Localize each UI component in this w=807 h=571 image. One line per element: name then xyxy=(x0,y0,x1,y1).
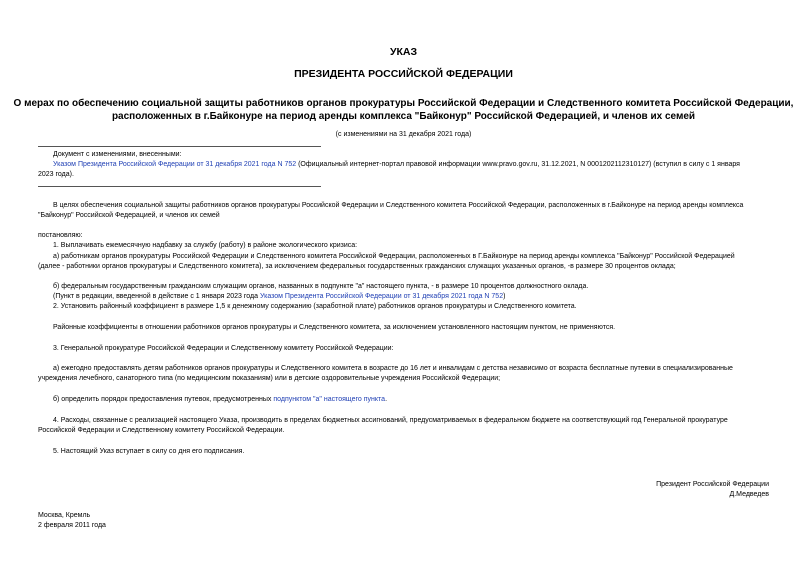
intro-line2: "Байконур" Российской Федерацией, и членов их семей xyxy=(38,212,220,219)
note-prefix: (Пункт в редакции, введенной в действие с 1 января 2023 года xyxy=(53,293,260,300)
amendments-label: Документ с изменениями, внесенными: xyxy=(53,151,182,158)
amendments-text-cont: 2023 года). xyxy=(38,171,74,178)
paragraph-1b: б) федеральным государственным гражданским служащим органов, названных в подпункте "а" настоящего пункта, - в размере 10 процентов должностного оклада. xyxy=(53,283,589,290)
note-link[interactable]: Указом Президента Российской Федерации от 31 декабря 2021 года N 752 xyxy=(259,293,504,300)
signing-place: Москва, Кремль xyxy=(38,512,91,519)
divider-top xyxy=(38,146,321,147)
note-suffix: ) xyxy=(503,293,506,300)
p3b-link[interactable]: подпунктом "а" настоящего пункта xyxy=(273,396,386,403)
p3b-suffix: . xyxy=(385,396,388,403)
issuer-heading: ПРЕЗИДЕНТА РОССИЙСКОЙ ФЕДЕРАЦИИ xyxy=(294,68,513,80)
divider-bottom xyxy=(38,186,321,187)
paragraph-3a-line1: а) ежегодно предоставлять детям работников органов прокуратуры и Следственного комитета в возрасте до 16 лет и инвалидам с детства независимо от возраста бесплатные путевки в специализированные xyxy=(53,365,733,372)
paragraph-3: 3. Генеральной прокуратуре Российской Федерации и Следственному комитету Российской Федерации: xyxy=(53,345,394,352)
amendments-text xyxy=(53,160,783,171)
paragraph-3a-line2: учреждения лечебного, санаторного типа (по медицинским показаниям) или в детские оздоровительные учреждения Российской Федерации; xyxy=(38,375,501,382)
amendment-details: (Официальный интернет-портал правовой информации www.pravo.gov.ru, 31.12.2021, N 0001202112310127) (вступил в силу с 1 января xyxy=(296,161,740,168)
paragraph-5: 5. Настоящий Указ вступает в силу со дня его подписания. xyxy=(53,448,245,455)
decree-word: постановляю: xyxy=(38,232,83,239)
signing-date: 2 февраля 2011 года xyxy=(38,522,106,529)
decree-heading: УКАЗ xyxy=(389,46,418,58)
paragraph-2: 2. Установить районный коэффициент в размере 1,5 к денежному содержанию (заработной плате) работников органов прокуратуры и Следственного комитета. xyxy=(53,303,577,310)
paragraph-1a-line1: а) работникам органов прокуратуры Российской Федерации и Следственного комитета Российской Федерации, расположенных в Г.Байконуре на период аренды комплекса "Байконур" Российской Федерацией xyxy=(53,253,735,260)
paragraph-1: 1. Выплачивать ежемесячную надбавку за службу (работу) в районе экологического кризиса: xyxy=(53,242,358,249)
document-title-line1: О мерах по обеспечению социальной защиты работников органов прокуратуры Российской Федерации и Следственного комитета Российской Федерации, xyxy=(13,98,794,109)
paragraph-3b xyxy=(53,395,387,406)
paragraph-1a-line2: (далее - работники органов прокуратуры и Следственного комитета), за исключением федеральных государственных гражданских служащих указанных органов, -в размере 30 процентов оклада; xyxy=(38,263,676,270)
amended-note: (с изменениями на 31 декабря 2021 года) xyxy=(335,131,472,138)
paragraph-4-line2: Российской Федерации и Следственному комитету Российской Федерации. xyxy=(38,427,285,434)
paragraph-2b: Районные коэффициенты в отношении работников органов прокуратуры и Следственного комитета, за исключением установленного настоящим пунктом, не применяются. xyxy=(53,324,616,331)
document-title-line2: расположенных в г.Байконуре на период аренды комплекса "Байконур" Российской Федерацией, и членов их семей xyxy=(111,111,696,122)
signature-position: Президент Российской Федерации xyxy=(656,481,769,488)
p3b-prefix: б) определить порядок предоставления путевок, предусмотренных xyxy=(53,396,274,403)
intro-line1: В целях обеспечения социальной защиты работников органов прокуратуры Российской Федерации и Следственного комитета Российской Федерации, расположенных в г.Байконуре на период аренды комплекса xyxy=(53,202,744,209)
signature-name: Д.Медведев xyxy=(729,491,769,498)
paragraph-1b-note xyxy=(53,292,505,303)
paragraph-4-line1: 4. Расходы, связанные с реализацией настоящего Указа, производить в пределах бюджетных ассигнований, предусматриваемых в федеральном бюджете на соответствующий год Генеральной прокуратуре xyxy=(53,417,728,424)
amendment-link[interactable]: Указом Президента Российской Федерации от 31 декабря 2021 года N 752 xyxy=(53,161,297,168)
